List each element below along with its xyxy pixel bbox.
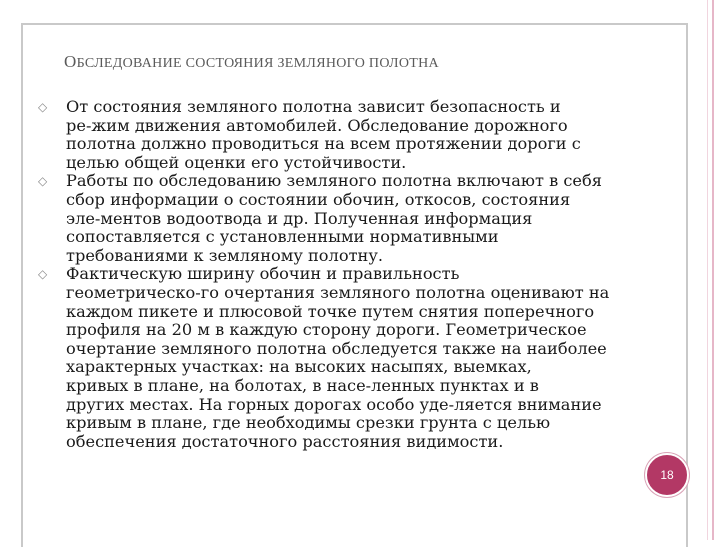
text-line: полотна должно проводиться на всем протяжении дороги с <box>66 134 581 154</box>
slide-title <box>64 52 439 72</box>
text-line: каждом пикете и плюсовой точке путем снятия поперечного <box>66 301 595 321</box>
bullet-item <box>38 172 668 265</box>
slide-title-rest: БСЛЕДОВАНИЕ СОСТОЯНИЯ ЗЕМЛЯНОГО ПОЛОТНА <box>76 56 439 71</box>
diamond-bullet-icon: ◇ <box>38 100 48 114</box>
bullet-text <box>66 172 668 265</box>
text-line: очертание земляного полотна обследуется также на наиболее <box>66 338 607 358</box>
text-line: целью общей оценки его устойчивости. <box>66 152 407 172</box>
bullet-item <box>38 98 668 172</box>
bullet-text <box>66 98 668 172</box>
text-line: От состояния земляного полотна зависит безопасность и <box>66 97 561 116</box>
text-line: профиля на 20 м в каждую сторону дороги. Геометрическое <box>66 320 587 340</box>
text-line: обеспечения достаточного расстояния видимости. <box>66 431 504 451</box>
decorative-rule-inner <box>707 0 708 540</box>
text-line: Фактическую ширину обочин и правильность <box>66 264 460 284</box>
decorative-rule <box>712 0 714 540</box>
slide-title-initial: О <box>64 52 77 71</box>
text-line: кривых в плане, на болотах, в насе-ленных пунктах и в <box>66 375 539 395</box>
page-number-badge: 18 <box>645 453 689 497</box>
text-line: Работы по обследованию земляного полотна включают в себя <box>66 171 602 191</box>
text-line: требованиями к земляному полотну. <box>66 245 383 265</box>
bullet-text <box>66 265 668 451</box>
slide-body <box>38 98 668 451</box>
text-line: сбор информации о состоянии обочин, откосов, состояния <box>66 189 571 209</box>
text-line: других местах. На горных дорогах особо уде-ляется внимание <box>66 394 602 414</box>
diamond-bullet-icon: ◇ <box>38 267 48 282</box>
text-line: ре-жим движения автомобилей. Обследование дорожного <box>66 115 568 135</box>
text-line: характерных участках: на высоких насыпях, выемках, <box>66 357 532 377</box>
diamond-bullet-icon: ◇ <box>38 174 48 189</box>
bullet-item <box>38 265 668 451</box>
text-line: кривым в плане, где необходимы срезки грунта с целью <box>66 413 551 433</box>
text-line: сопоставляется с установленными нормативными <box>66 227 499 247</box>
text-line: эле-ментов водоотвода и др. Полученная информация <box>66 208 533 228</box>
text-line: геометрическо-го очертания земляного полотна оценивают на <box>66 282 610 302</box>
